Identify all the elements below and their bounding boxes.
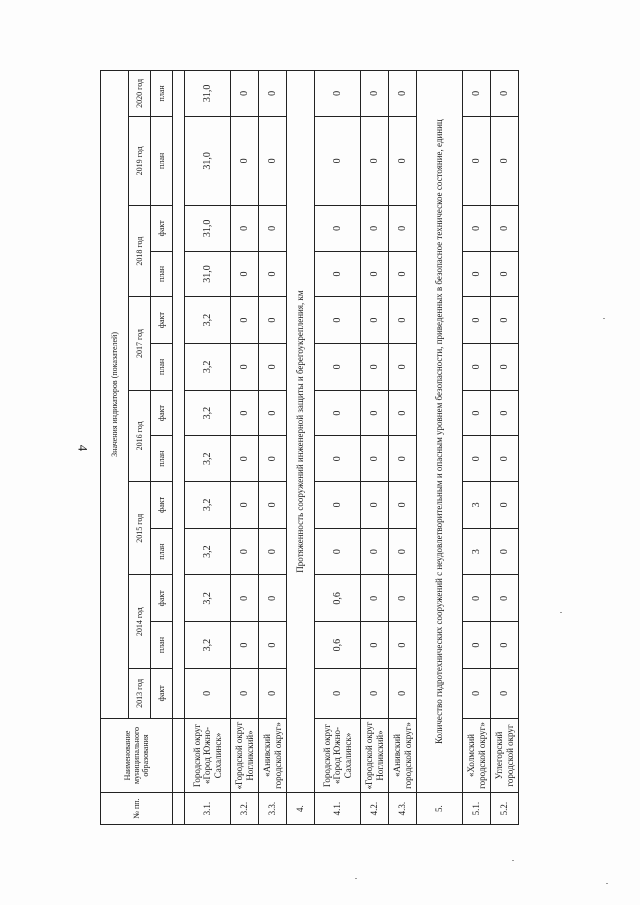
scan-speck xyxy=(603,318,605,319)
row-number: 5.2. xyxy=(491,793,519,825)
value-cell: 3,2 xyxy=(185,390,231,436)
value-cell: 3,2 xyxy=(185,575,231,622)
value-cell: 0 xyxy=(389,251,417,297)
header-year-2015: 2015 год xyxy=(129,482,151,575)
value-cell: 0 xyxy=(389,436,417,482)
value-cell: 0 xyxy=(315,390,361,436)
header-fact: факт xyxy=(151,668,173,718)
spacer-cell xyxy=(173,793,185,825)
value-cell: 3,2 xyxy=(185,482,231,529)
value-cell: 3,2 xyxy=(185,344,231,391)
value-cell: 0 xyxy=(361,344,389,391)
header-fact: факт xyxy=(151,482,173,529)
value-cell: 0 xyxy=(231,482,259,529)
row-number: 3.3. xyxy=(259,793,287,825)
value-cell: 0 xyxy=(231,436,259,482)
value-cell: 0 xyxy=(463,622,491,669)
value-cell: 0 xyxy=(491,71,519,117)
value-cell: 0 xyxy=(259,390,287,436)
table-row xyxy=(231,71,259,825)
header-year-2016: 2016 год xyxy=(129,390,151,481)
value-cell: 0 xyxy=(361,622,389,669)
value-cell: 0 xyxy=(231,205,259,251)
section-title: Протяженность сооружений инженерной защиты и берегоукрепления, км xyxy=(287,71,315,793)
value-cell: 0 xyxy=(185,668,231,718)
table-row xyxy=(463,71,491,825)
header-plan: план xyxy=(151,251,173,297)
row-number: 4.2. xyxy=(361,793,389,825)
row-number: 3.2. xyxy=(231,793,259,825)
value-cell: 0 xyxy=(259,528,287,575)
municipality-name: Городской округ «Город Южно-Сахалинск» xyxy=(185,718,231,792)
header-year-2014: 2014 год xyxy=(129,575,151,668)
value-cell: 0 xyxy=(389,668,417,718)
value-cell: 3 xyxy=(463,528,491,575)
value-cell: 0 xyxy=(361,71,389,117)
value-cell: 0 xyxy=(389,205,417,251)
header-fact: факт xyxy=(151,205,173,251)
row-number: 3.1. xyxy=(185,793,231,825)
value-cell: 0 xyxy=(231,528,259,575)
section-row xyxy=(417,71,463,825)
value-cell: 0 xyxy=(389,575,417,622)
header-fact: факт xyxy=(151,575,173,622)
value-cell: 0,6 xyxy=(315,575,361,622)
value-cell: 0 xyxy=(389,344,417,391)
value-cell: 0 xyxy=(491,116,519,205)
value-cell: 0 xyxy=(259,205,287,251)
value-cell: 0 xyxy=(463,71,491,117)
municipality-name: «Анивский городской округ» xyxy=(389,718,417,792)
value-cell: 0 xyxy=(463,251,491,297)
municipality-name: «Городской округ Ногликский» xyxy=(231,718,259,792)
header-plan: план xyxy=(151,528,173,575)
value-cell: 0 xyxy=(231,297,259,344)
value-cell: 0 xyxy=(315,436,361,482)
value-cell: 0 xyxy=(315,71,361,117)
value-cell: 0 xyxy=(463,297,491,344)
value-cell: 0 xyxy=(361,390,389,436)
value-cell: 0 xyxy=(491,668,519,718)
value-cell: 0 xyxy=(389,622,417,669)
value-cell: 0 xyxy=(463,390,491,436)
value-cell: 0 xyxy=(231,575,259,622)
spacer-cell xyxy=(173,718,185,792)
value-cell: 0 xyxy=(491,528,519,575)
value-cell: 0 xyxy=(315,668,361,718)
header-year-2020: 2020 год xyxy=(129,71,151,117)
value-cell: 3,2 xyxy=(185,297,231,344)
value-cell: 0 xyxy=(361,482,389,529)
page-number: 4 xyxy=(75,444,91,452)
value-cell: 0 xyxy=(361,297,389,344)
value-cell: 0 xyxy=(231,71,259,117)
row-number: 4.1. xyxy=(315,793,361,825)
value-cell: 0 xyxy=(231,622,259,669)
value-cell: 0 xyxy=(491,344,519,391)
table-row xyxy=(259,71,287,825)
value-cell: 0 xyxy=(361,205,389,251)
value-cell: 3,2 xyxy=(185,622,231,669)
value-cell: 0 xyxy=(231,251,259,297)
table-row xyxy=(361,71,389,825)
value-cell: 0 xyxy=(315,482,361,529)
scan-speck xyxy=(512,860,514,861)
value-cell: 0 xyxy=(315,528,361,575)
value-cell: 0 xyxy=(491,575,519,622)
table-row xyxy=(389,71,417,825)
value-cell: 0 xyxy=(259,116,287,205)
municipality-name: Городской округ «Город Южно-Сахалинск» xyxy=(315,718,361,792)
rotated-table-wrapper xyxy=(100,70,515,825)
value-cell: 0 xyxy=(491,436,519,482)
value-cell: 0 xyxy=(315,251,361,297)
value-cell: 0 xyxy=(463,668,491,718)
header-year-2017: 2017 год xyxy=(129,297,151,390)
row-number: 4.3. xyxy=(389,793,417,825)
value-cell: 3 xyxy=(463,482,491,529)
value-cell: 0 xyxy=(361,668,389,718)
value-cell: 0 xyxy=(361,116,389,205)
value-cell: 0 xyxy=(389,482,417,529)
value-cell: 0 xyxy=(231,344,259,391)
section-title: Количество гидротехнических сооружений с неудовлетворительным и опасным уровнем безопасности, приведенных в безопасное техническое состояние, единиц xyxy=(417,71,463,793)
municipality-name: «Холмский городской округ» xyxy=(463,718,491,792)
value-cell: 0 xyxy=(361,528,389,575)
header-fact: факт xyxy=(151,297,173,344)
value-cell: 0 xyxy=(231,668,259,718)
municipality-name: «Городской округ Ногликский» xyxy=(361,718,389,792)
value-cell: 0 xyxy=(389,116,417,205)
value-cell: 0 xyxy=(361,251,389,297)
municipality-name: Углегорский городской округ xyxy=(491,718,519,792)
value-cell: 0 xyxy=(389,390,417,436)
value-cell: 0 xyxy=(259,251,287,297)
header-plan: план xyxy=(151,116,173,205)
header-plan: план xyxy=(151,622,173,669)
indicators-table xyxy=(100,70,519,825)
header-year-2013: 2013 год xyxy=(129,668,151,718)
municipality-name: «Анивский городской округ» xyxy=(259,718,287,792)
value-cell: 0 xyxy=(491,622,519,669)
value-cell: 0 xyxy=(389,528,417,575)
value-cell: 0 xyxy=(491,297,519,344)
value-cell: 0 xyxy=(259,436,287,482)
value-cell: 31,0 xyxy=(185,205,231,251)
spacer-cell xyxy=(173,71,185,719)
header-name: Наименование муниципального образования xyxy=(101,718,173,792)
value-cell: 0 xyxy=(259,297,287,344)
value-cell: 0 xyxy=(361,436,389,482)
value-cell: 0 xyxy=(259,668,287,718)
value-cell: 0 xyxy=(315,116,361,205)
value-cell: 31,0 xyxy=(185,116,231,205)
value-cell: 0 xyxy=(491,482,519,529)
value-cell: 0 xyxy=(463,575,491,622)
value-cell: 0 xyxy=(231,116,259,205)
section-row xyxy=(287,71,315,825)
table-row xyxy=(185,71,231,825)
value-cell: 3,2 xyxy=(185,436,231,482)
header-year-2019: 2019 год xyxy=(129,116,151,205)
value-cell: 0 xyxy=(389,71,417,117)
header-fact: факт xyxy=(151,390,173,436)
row-number: 4. xyxy=(287,793,315,825)
scan-speck xyxy=(355,878,357,879)
value-cell: 0 xyxy=(361,575,389,622)
value-cell: 0 xyxy=(463,116,491,205)
header-plan: план xyxy=(151,344,173,391)
value-cell: 0 xyxy=(463,436,491,482)
value-cell: 0 xyxy=(315,297,361,344)
header-plan: план xyxy=(151,436,173,482)
scan-speck xyxy=(606,883,608,884)
value-cell: 0 xyxy=(315,205,361,251)
row-number: 5.1. xyxy=(463,793,491,825)
value-cell: 0 xyxy=(259,482,287,529)
value-cell: 31,0 xyxy=(185,251,231,297)
scan-speck xyxy=(560,612,562,613)
header-num: № пп. xyxy=(101,793,173,825)
value-cell: 0 xyxy=(259,71,287,117)
value-cell: 0 xyxy=(259,344,287,391)
value-cell: 0 xyxy=(231,390,259,436)
row-number: 5. xyxy=(417,793,463,825)
value-cell: 0,6 xyxy=(315,622,361,669)
value-cell: 0 xyxy=(491,205,519,251)
table-row xyxy=(491,71,519,825)
header-plan: план xyxy=(151,71,173,117)
value-cell: 31,0 xyxy=(185,71,231,117)
value-cell: 0 xyxy=(463,344,491,391)
value-cell: 0 xyxy=(491,390,519,436)
header-year-2018: 2018 год xyxy=(129,205,151,296)
value-cell: 3,2 xyxy=(185,528,231,575)
value-cell: 0 xyxy=(259,575,287,622)
value-cell: 0 xyxy=(389,297,417,344)
value-cell: 0 xyxy=(463,205,491,251)
value-cell: 0 xyxy=(259,622,287,669)
value-cell: 0 xyxy=(315,344,361,391)
table-row xyxy=(315,71,361,825)
header-values-title: Значения индикаторов (показателей) xyxy=(101,71,129,719)
value-cell: 0 xyxy=(491,251,519,297)
